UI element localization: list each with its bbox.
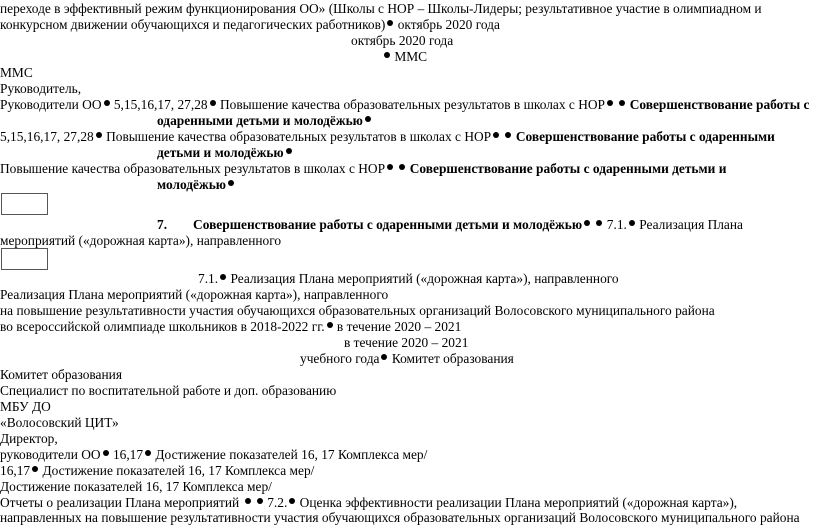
text-line-17: на повышение результативности участия обучающихся образовательных организаций Волосовского муниципального района <box>0 303 715 318</box>
bullet-icon <box>103 450 109 456</box>
bullet-icon <box>257 498 263 504</box>
text-line-28: Достижение показателей 16, 17 Комплекса мер/ <box>0 479 272 494</box>
text-line-15: 7.1. Реализация Плана мероприятий («дорожная карта»), направленного <box>198 271 619 286</box>
text-line-8: одаренными детьми и молодёжью <box>157 113 372 129</box>
text-line-24: «Волосовский ЦИТ» <box>0 415 119 430</box>
bullet-icon <box>387 20 393 26</box>
bullet-icon <box>245 498 251 504</box>
bullet-icon <box>220 274 226 280</box>
bullet-icon <box>286 148 292 154</box>
text-line-23: МБУ ДО <box>0 399 51 414</box>
bullet-icon <box>145 450 151 456</box>
text-line-13: 7. Совершенствование работы с одаренными детьми и молодёжью 7.1. Реализация Плана <box>157 217 743 232</box>
bullet-icon <box>399 164 405 170</box>
bullet-icon <box>96 132 102 138</box>
text-line-2: конкурсном движении обучающихся и педагогических работников) октябрь 2020 года <box>0 17 500 32</box>
empty-cell-box <box>1 193 48 215</box>
text-line-22: Специалист по воспитательной работе и доп. образованию <box>0 383 337 398</box>
bullet-icon <box>596 220 602 226</box>
text-line-7: Руководители ОО 5,15,16,17, 27,28 Повышение качества образовательных результатов в школах с НОР Совершенствование работы с <box>0 97 810 112</box>
text-line-16: Реализация Плана мероприятий («дорожная карта»), направленного <box>0 287 389 302</box>
bullet-icon <box>584 220 590 226</box>
text-line-14: мероприятий («дорожная карта»), направленного <box>0 233 282 248</box>
text-line-1: переходе в эффективный режим функционирования ОО» (Школы с НОР – Школы-Лидеры; результативное участие в олимпиадном и <box>0 1 762 16</box>
text-line-18: во всероссийской олимпиаде школьников в 2018-2022 гг. в течение 2020 – 2021 <box>0 319 462 334</box>
text-line-11: Повышение качества образовательных результатов в школах с НОР Совершенствование работы с одаренными детьми и <box>0 161 727 176</box>
text-line-5: ММС <box>0 65 33 80</box>
bullet-icon <box>384 52 390 58</box>
text-line-9: 5,15,16,17, 27,28 Повышение качества образовательных результатов в школах с НОР Совершенствование работы с одаренными <box>0 129 775 144</box>
text-line-12: молодёжью <box>157 177 235 193</box>
text-line-10: детьми и молодёжью <box>157 145 293 161</box>
bullet-icon <box>505 132 511 138</box>
text-line-4: ММС <box>382 49 427 65</box>
bullet-icon <box>104 100 110 106</box>
bullet-icon <box>32 466 38 472</box>
text-line-3: октябрь 2020 года <box>351 33 454 48</box>
text-line-27: 16,17 Достижение показателей 16, 17 Комплекса мер/ <box>0 463 315 478</box>
bullet-icon <box>629 220 635 226</box>
text-line-21: Комитет образования <box>0 367 122 382</box>
bullet-icon <box>381 354 387 360</box>
bullet-icon <box>387 164 393 170</box>
bullet-icon <box>327 322 333 328</box>
bullet-icon <box>228 180 234 186</box>
text-line-29: Отчеты о реализации Плана мероприятий 7.2. Оценка эффективности реализации Плана мероприятий («дорожная карта»), <box>0 495 738 510</box>
bullet-icon <box>619 100 625 106</box>
bullet-icon <box>289 498 295 504</box>
empty-cell-box <box>1 248 48 270</box>
text-line-6: Руководитель, <box>0 81 82 96</box>
text-line-20: учебного года Комитет образования <box>300 351 514 366</box>
bullet-icon <box>607 100 613 106</box>
text-line-19: в течение 2020 – 2021 <box>344 335 469 350</box>
bullet-icon <box>210 100 216 106</box>
text-line-26: руководители ОО 16,17 Достижение показателей 16, 17 Комплекса мер/ <box>0 447 428 462</box>
text-line-25: Директор, <box>0 431 58 446</box>
bullet-icon <box>493 132 499 138</box>
bullet-icon <box>365 116 371 122</box>
text-line-30: направленных на повышение результативности участия обучающихся образовательных организаций Волосовского муниципального района <box>0 510 800 525</box>
